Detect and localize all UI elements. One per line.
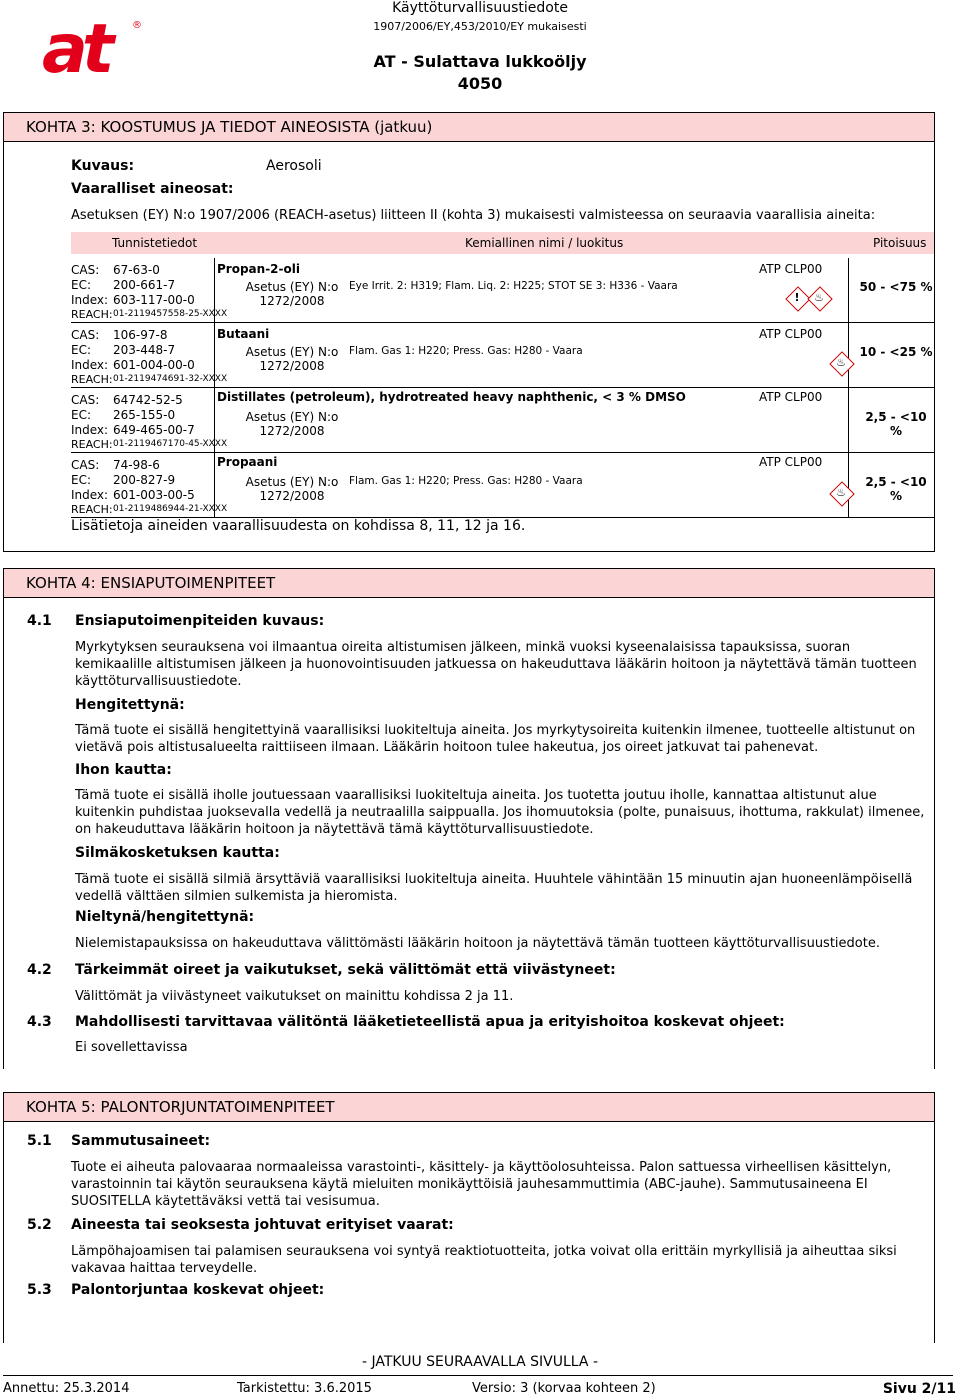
reach-number: 01-2119457558-25-XXXX — [113, 309, 228, 319]
substance-name: Distillates (petroleum), hydrotreated heavy naphthenic, < 3 % DMSO — [217, 390, 686, 404]
index-number: 603-117-00-0 — [113, 293, 195, 307]
section-3-intro: Asetuksen (EY) N:o 1907/2006 (REACH-asetus) liitteen II (kohta 3) mukaisesti valmisteessa on seuraavia vaarallisia aineita: — [71, 208, 876, 223]
index-number: 601-004-00-0 — [113, 358, 195, 372]
ec-number: 203-448-7 — [113, 343, 176, 357]
col-ident-header: Tunnistetiedot — [112, 236, 198, 250]
skin-text: Tämä tuote ei sisällä iholle joutuessaan vaarallisiksi luokiteltuja aineita. Jos tuotetta joutuu iholle, kannattaa altistunut alue kuitenkin puhdistaa juoksevalla vedellä ja neutraalilla saippualla. Jos ihomuutoksia (polte, punaisuus, ihottuma, rakkulat) ilmenee, on hakeuduttava lääkärin hoitoon ja näytettävä tämä käyttöturvallisuustiedote. — [75, 788, 925, 837]
atp-label: ATP CLP00 — [759, 455, 823, 469]
subsection-number: 4.3 — [27, 1014, 52, 1030]
concentration: 2,5 - <10 % — [865, 475, 927, 503]
substance-name: Propan-2-oli — [217, 262, 300, 276]
issued-date: Annettu: 25.3.2014 — [3, 1381, 130, 1396]
ec-number: 200-661-7 — [113, 278, 176, 292]
inhalation-text: Tämä tuote ei sisällä hengitettyinä vaarallisiksi luokiteltuja aineita. Jos myrkytysoireita kuitenkin ilmenee, tuotteelle altistunut on vietävä pois altistusalueelta raittiiseen ilmaan. Lääkärin hoitoon tulee hakeutua, jos oireet jatkuvat tai pahenevat. — [75, 723, 916, 755]
atp-label: ATP CLP00 — [759, 262, 823, 276]
substance-name: Butaani — [217, 327, 270, 341]
subsection-number: 5.3 — [27, 1282, 52, 1298]
revised-date: Tarkistettu: 3.6.2015 — [237, 1381, 372, 1396]
extinguishing-text: Tuote ei aiheuta palovaaraa normaaleissa varastointi-, käsittely- ja käyttöolosuhteissa. Palon sattuessa virheellisen käsittelyn, varastoinnin tai käytön seurauksena käytä mieluiten monikäyttöisiä jauhesammuttimia (ABC-jauhe). Sammutusaineena EI SUOSITELLA käytettäväksi vettä tai vesisumua. — [71, 1160, 892, 1209]
treatment-text: Ei sovellettavissa — [75, 1040, 188, 1055]
atp-label: ATP CLP00 — [759, 390, 823, 404]
first-aid-intro: Myrkytyksen seurauksena voi ilmaantua oireita altistumisen jälkeen, minkä vuoksi kyseenalaisissa tapauksissa, suoran kemikaalille altistumisen jälkeen ja huonovointisuuden jatkuessa on hakeuduttava lääkärin hoitoon ja näytettävä tämän tuotteen käyttöturvallisuustiedote. — [75, 640, 917, 689]
doc-title: Käyttöturvallisuustiedote — [392, 0, 568, 16]
section-3-footnote: Lisätietoja aineiden vaarallisuudesta on kohdissa 8, 11, 12 ja 16. — [71, 518, 526, 534]
registered-mark: ® — [132, 20, 142, 31]
table-row: CAS: 74-98-6 EC: 200-827-9 Index: 601-003-00-5 REACH: 01-2119486944-21-XXXX Propaani ATP CLP00 Asetus (EY) N:o 1272/2008 Flam. Gas 1: H220; Press. Gas: H280 - Vaara 2,5 - <10 % ♨ — [71, 453, 934, 518]
table-row: CAS: 64742-52-5 EC: 265-155-0 Index: 649-465-00-7 REACH: 01-2119467170-45-XXXX Distillates (petroleum), hydrotreated heavy naphthenic, < 3 % DMSO ATP CLP00 Asetus (EY) N:o 1272/2008 2,5 - <10 % — [71, 388, 934, 453]
cas-number: 106-97-8 — [113, 328, 168, 342]
subsection-number: 5.2 — [27, 1217, 52, 1233]
subsection-title: Aineesta tai seoksesta johtuvat erityiset vaarat: — [71, 1217, 454, 1233]
section-5-title: KOHTA 5: PALONTORJUNTATOIMENPITEET — [4, 1093, 934, 1122]
subsection-title: Palontorjuntaa koskevat ohjeet: — [71, 1282, 325, 1298]
col-name-header: Kemiallinen nimi / luokitus — [465, 236, 624, 250]
section-3-title: KOHTA 3: KOOSTUMUS JA TIEDOT AINEOSISTA (jatkuu) — [4, 113, 934, 142]
continue-note: - JATKUU SEURAAVALLA SIVULLA - — [361, 1354, 598, 1370]
concentration: 50 - <75 % — [859, 280, 933, 294]
cas-number: 74-98-6 — [113, 458, 160, 472]
reach-number: 01-2119467170-45-XXXX — [113, 439, 228, 449]
ingestion-title: Nieltynä/hengitettynä: — [75, 909, 255, 925]
page-number: Sivu 2/11 — [882, 1381, 956, 1397]
eye-title: Silmäkosketuksen kautta: — [75, 845, 280, 861]
index-number: 649-465-00-7 — [113, 423, 195, 437]
symptoms-text: Välittömät ja viivästyneet vaikutukset on mainittu kohdissa 2 ja 11. — [75, 989, 514, 1004]
subsection-number: 4.1 — [27, 613, 52, 629]
concentration: 2,5 - <10 % — [865, 410, 927, 438]
hazard-text: Eye Irrit. 2: H319; Flam. Liq. 2: H225; STOT SE 3: H336 - Vaara — [349, 280, 678, 292]
ec-number: 265-155-0 — [113, 408, 176, 422]
logo-text: at — [42, 10, 109, 89]
section-4-title: KOHTA 4: ENSIAPUTOIMENPITEET — [4, 569, 934, 598]
table-row: CAS: 67-63-0 EC: 200-661-7 Index: 603-117-00-0 REACH: 01-2119457558-25-XXXX Propan-2-oli ATP CLP00 Asetus (EY) N:o 1272/2008 Eye Irrit. 2: H319; Flam. Liq. 2: H225; STOT SE 3: H336 - Vaara 50 - <75 % ! ♨ — [71, 258, 934, 323]
concentration: 10 - <25 % — [859, 345, 933, 359]
reach-number: 01-2119474691-32-XXXX — [113, 374, 228, 384]
ingestion-text: Nielemistapauksissa on hakeuduttava välittömästi lääkärin hoitoon ja näytettävä tämän tuotteen käyttöturvallisuustiedote. — [75, 936, 880, 951]
product-code: 4050 — [457, 74, 503, 93]
subsection-title: Tärkeimmät oireet ja vaikutukset, sekä välittömät että viivästyneet: — [75, 962, 616, 978]
subsection-title: Sammutusaineet: — [71, 1133, 211, 1149]
footer-divider — [3, 1375, 953, 1376]
regulation-text: 1907/2006/EY,453/2010/EY mukaisesti — [373, 20, 587, 33]
hazard-text: Flam. Gas 1: H220; Press. Gas: H280 - Vaara — [349, 475, 583, 487]
ec-number: 200-827-9 — [113, 473, 176, 487]
inhalation-title: Hengitettynä: — [75, 697, 185, 713]
subsection-number: 5.1 — [27, 1133, 52, 1149]
table-row: CAS: 106-97-8 EC: 203-448-7 Index: 601-004-00-0 REACH: 01-2119474691-32-XXXX Butaani ATP CLP00 Asetus (EY) N:o 1272/2008 Flam. Gas 1: H220; Press. Gas: H280 - Vaara 10 - <25 % ♨ — [71, 323, 934, 388]
product-name: AT - Sulattava lukkoöljy — [373, 52, 587, 71]
skin-title: Ihon kautta: — [75, 762, 172, 778]
special-hazards-text: Lämpöhajoamisen tai palamisen seurauksena voi syntyä reaktiotuotteita, jotka voivat olla erittäin myrkyllisiä ja aiheuttaa siksi vakavaa haittaa terveydelle. — [71, 1244, 897, 1276]
vaaralliset-label: Vaaralliset aineosat: — [71, 181, 234, 197]
subsection-title: Mahdollisesti tarvittavaa välitöntä lääketieteellistä apua ja erityishoitoa koskevat ohjeet: — [75, 1014, 785, 1030]
kuvaus-label: Kuvaus: — [71, 158, 135, 174]
hazard-text: Flam. Gas 1: H220; Press. Gas: H280 - Vaara — [349, 345, 583, 357]
substance-name: Propaani — [217, 455, 278, 469]
atp-label: ATP CLP00 — [759, 327, 823, 341]
col-conc-header: Pitoisuus — [873, 236, 927, 250]
reach-number: 01-2119486944-21-XXXX — [113, 504, 228, 514]
subsection-number: 4.2 — [27, 962, 52, 978]
index-number: 601-003-00-5 — [113, 488, 195, 502]
subsection-title: Ensiaputoimenpiteiden kuvaus: — [75, 613, 325, 629]
kuvaus-value: Aerosoli — [266, 158, 322, 174]
cas-number: 67-63-0 — [113, 263, 160, 277]
eye-text: Tämä tuote ei sisällä silmiä ärsyttäviä vaarallisiksi luokiteltuja aineita. Huuhtele vähintään 15 minuutin ajan huoneenlämpöisellä vedellä välttäen silmien sulkemista ja hieromista. — [75, 872, 913, 904]
cas-number: 64742-52-5 — [113, 393, 183, 407]
version-info: Versio: 3 (korvaa kohteen 2) — [472, 1381, 656, 1396]
